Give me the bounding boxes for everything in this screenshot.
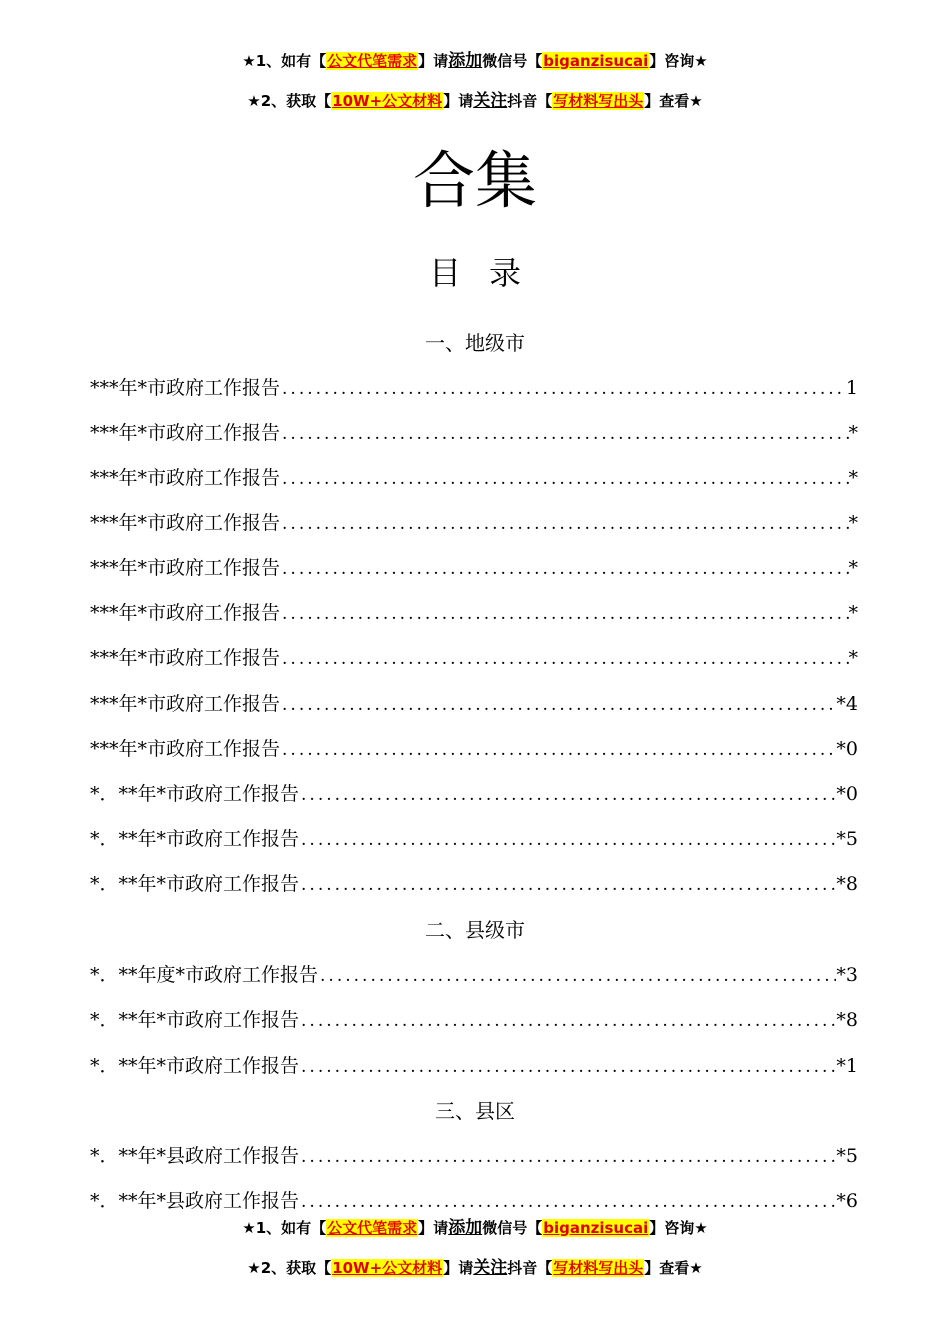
section-heading: 三、县区 — [435, 1099, 515, 1123]
banner-text: 微信号【 — [482, 52, 543, 70]
leader-dots — [280, 510, 848, 538]
toc-entry-title: ***年*市政府工作报告 — [90, 512, 281, 534]
leader-dots — [299, 1053, 836, 1081]
leader-dots — [318, 962, 836, 990]
toc-entry[interactable] — [90, 374, 858, 402]
toc-entry-page: * — [848, 512, 858, 534]
toc-entry-page: *0 — [836, 738, 858, 760]
toc-entry-page: 1 — [845, 377, 858, 399]
highlight-text: 写材料写出头 — [553, 92, 644, 110]
toc-entry-title: *．**年*县政府工作报告 — [90, 1190, 300, 1212]
banner-text: 】请 — [443, 1259, 474, 1277]
banner-text: 】请 — [418, 1219, 449, 1237]
underlined-text: 添加 — [448, 1218, 483, 1238]
promo-banner-line-2 — [0, 1257, 950, 1279]
toc-entry-title: ***年*市政府工作报告 — [90, 422, 281, 444]
toc-entry-page: *5 — [836, 1145, 858, 1167]
underlined-text: 添加 — [448, 51, 483, 71]
toc-entry[interactable] — [90, 1006, 858, 1034]
highlight-text: 10W+公文材料 — [332, 1259, 443, 1277]
banner-text: 抖音【 — [507, 1259, 553, 1277]
highlight-text: 10W+公文材料 — [332, 92, 443, 110]
toc-entry-page: *3 — [836, 964, 858, 986]
banner-text: 】查看★ — [644, 1259, 703, 1277]
toc-entry-page: * — [848, 422, 858, 444]
underlined-text: 关注 — [473, 1258, 508, 1278]
toc-entry-title: *．**年*市政府工作报告 — [90, 873, 300, 895]
toc-entry[interactable] — [90, 1142, 858, 1170]
banner-text: 】咨询★ — [649, 1219, 708, 1237]
leader-dots — [280, 555, 848, 583]
banner-text: 】查看★ — [644, 92, 703, 110]
toc-entry-page: *8 — [836, 873, 858, 895]
leader-dots — [280, 465, 848, 493]
leader-dots — [299, 871, 836, 899]
leader-dots — [280, 375, 846, 403]
banner-text: 抖音【 — [507, 92, 553, 110]
toc-entry-page: *6 — [836, 1190, 858, 1212]
banner-text: ★1、如有【 — [242, 52, 327, 70]
leader-dots — [280, 645, 848, 673]
leader-dots — [280, 736, 836, 764]
toc-entry-page: * — [848, 602, 858, 624]
banner-text: 】请 — [418, 52, 449, 70]
toc-entry[interactable] — [90, 644, 858, 672]
promo-banner-line-2 — [0, 90, 950, 112]
highlight-text: biganzisucai — [543, 1219, 649, 1237]
toc-entry-page: *4 — [836, 693, 858, 715]
toc-entry-title: ***年*市政府工作报告 — [90, 557, 281, 579]
banner-text: 】咨询★ — [649, 52, 708, 70]
toc-entry-title: ***年*市政府工作报告 — [90, 467, 281, 489]
toc-entry-page: * — [848, 467, 858, 489]
toc-entry-title: *．**年*县政府工作报告 — [90, 1145, 300, 1167]
toc-entry-title: *．**年度*市政府工作报告 — [90, 964, 319, 986]
toc-entry[interactable] — [90, 599, 858, 627]
toc-entry[interactable] — [90, 1187, 858, 1215]
toc-entry-title: ***年*市政府工作报告 — [90, 693, 281, 715]
toc-entry-title: *．**年*市政府工作报告 — [90, 1009, 300, 1031]
toc-entry[interactable] — [90, 690, 858, 718]
highlight-text: 写材料写出头 — [553, 1259, 644, 1277]
leader-dots — [280, 420, 848, 448]
toc-entry-title: ***年*市政府工作报告 — [90, 377, 281, 399]
toc-entry-title: ***年*市政府工作报告 — [90, 647, 281, 669]
leader-dots — [299, 1143, 836, 1171]
toc-entry-page: *1 — [836, 1055, 858, 1077]
toc-entry-title: ***年*市政府工作报告 — [90, 738, 281, 760]
underlined-text: 关注 — [473, 91, 508, 111]
toc-entry[interactable] — [90, 735, 858, 763]
toc-entry-page: *0 — [836, 783, 858, 805]
highlight-text: 公文代笔需求 — [327, 1219, 418, 1237]
toc-entry-page: * — [848, 557, 858, 579]
highlight-text: 公文代笔需求 — [327, 52, 418, 70]
toc-heading: 目录 — [428, 254, 549, 292]
toc-entry-title: *．**年*市政府工作报告 — [90, 783, 300, 805]
leader-dots — [280, 691, 836, 719]
toc-entry-page: *8 — [836, 1009, 858, 1031]
toc-entry-page: *5 — [836, 828, 858, 850]
leader-dots — [299, 1188, 836, 1216]
toc-entry[interactable] — [90, 825, 858, 853]
toc-entry-page: * — [848, 647, 858, 669]
toc-entry[interactable] — [90, 961, 858, 989]
toc-entry[interactable] — [90, 509, 858, 537]
leader-dots — [299, 1007, 836, 1035]
leader-dots — [299, 781, 836, 809]
banner-text: 微信号【 — [482, 1219, 543, 1237]
toc-entry[interactable] — [90, 419, 858, 447]
toc-entry[interactable] — [90, 870, 858, 898]
toc-entry[interactable] — [90, 554, 858, 582]
banner-text: ★2、获取【 — [247, 92, 332, 110]
toc-entry[interactable] — [90, 780, 858, 808]
section-heading: 二、县级市 — [425, 918, 525, 942]
section-heading: 一、地级市 — [425, 331, 525, 355]
toc-entry-title: *．**年*市政府工作报告 — [90, 828, 300, 850]
banner-text: ★1、如有【 — [242, 1219, 327, 1237]
toc-entry[interactable] — [90, 464, 858, 492]
toc-entry[interactable] — [90, 1052, 858, 1080]
toc-entry-title: ***年*市政府工作报告 — [90, 602, 281, 624]
leader-dots — [280, 600, 848, 628]
banner-text: ★2、获取【 — [247, 1259, 332, 1277]
promo-banner-line-1 — [0, 1217, 950, 1239]
toc-entry-title: *．**年*市政府工作报告 — [90, 1055, 300, 1077]
leader-dots — [299, 826, 836, 854]
document-title: 合集 — [412, 144, 537, 217]
banner-text: 】请 — [443, 92, 474, 110]
promo-banner-line-1 — [0, 50, 950, 72]
highlight-text: biganzisucai — [543, 52, 649, 70]
